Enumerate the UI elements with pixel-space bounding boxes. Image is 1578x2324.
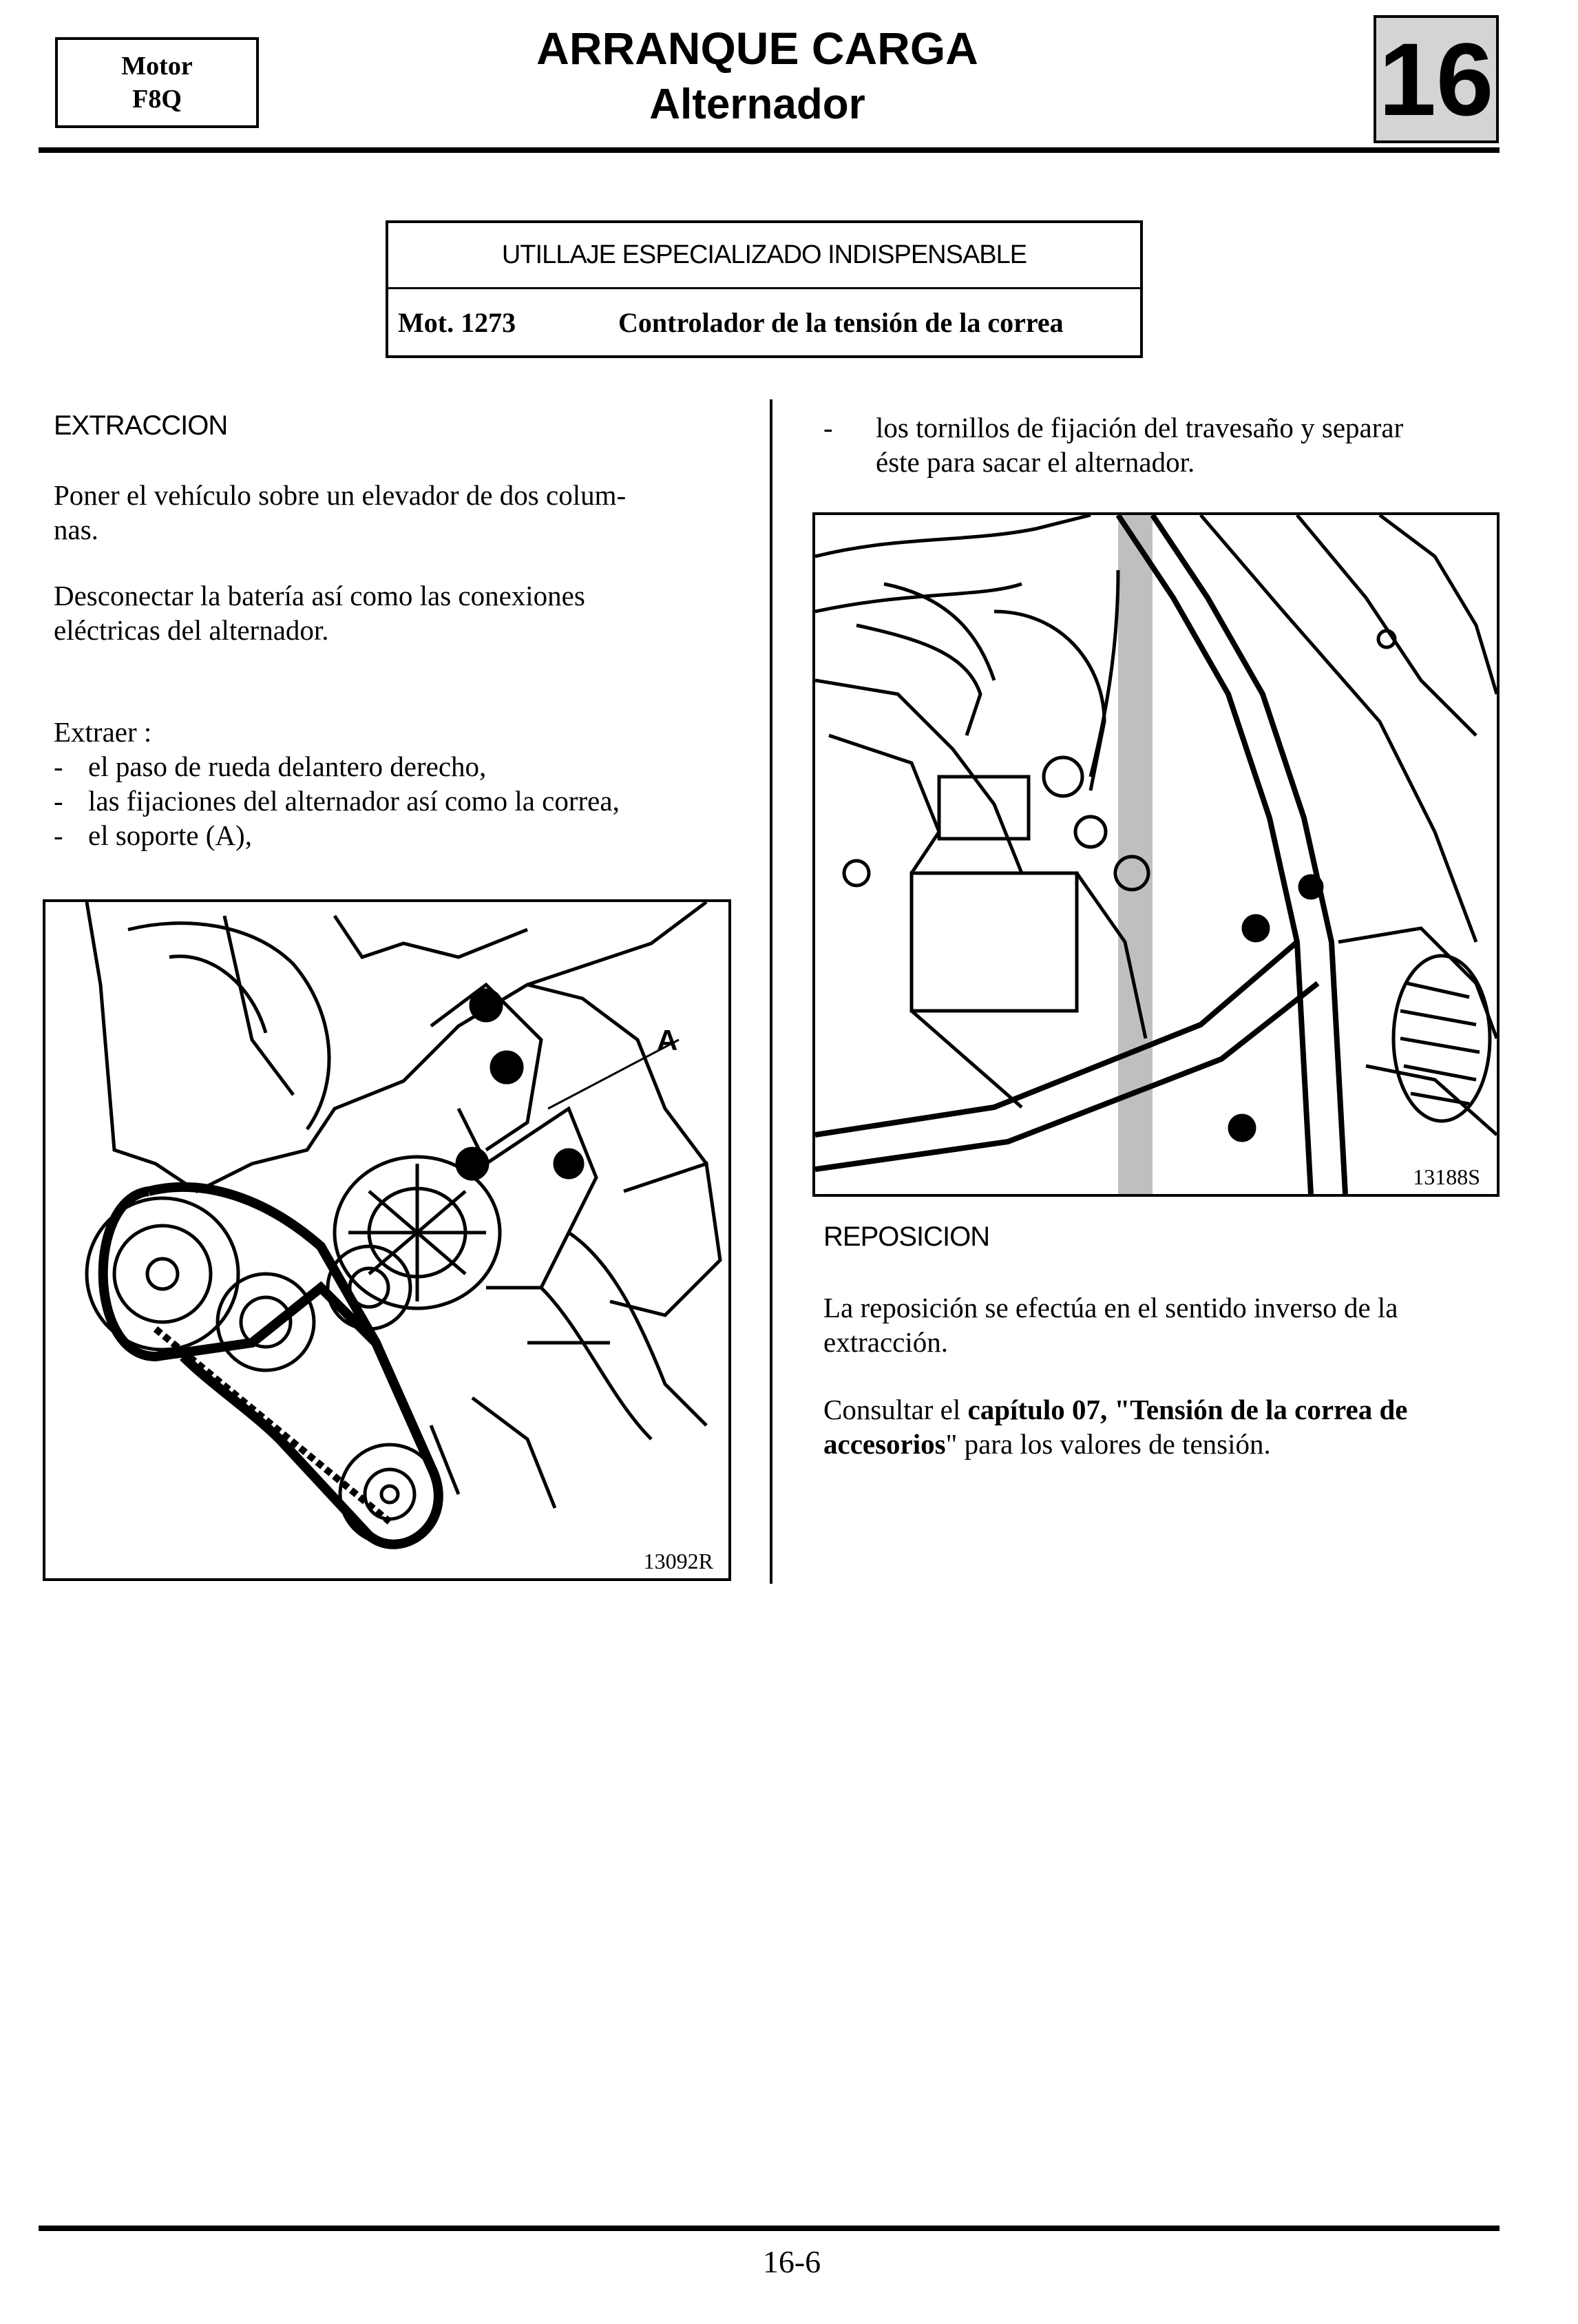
footer-divider bbox=[39, 2226, 1500, 2231]
chapter-number: 16 bbox=[1374, 15, 1499, 143]
paragraph-reinstall bbox=[823, 1290, 1498, 1359]
text-line: Desconectar la batería así como las conexiones bbox=[54, 580, 585, 611]
header-divider bbox=[39, 147, 1500, 153]
paragraph-tension-reference bbox=[823, 1392, 1498, 1461]
figure-alternator-belt bbox=[43, 899, 731, 1581]
tool-code: Mot. 1273 bbox=[398, 306, 516, 338]
text-line: La reposición se efectúa en el sentido inverso de la bbox=[823, 1292, 1398, 1323]
text-line: eléctricas del alternador. bbox=[54, 614, 329, 646]
tools-table-heading: UTILLAJE ESPECIALIZADO INDISPENSABLE bbox=[388, 223, 1140, 289]
tool-description: Controlador de la tensión de la correa bbox=[618, 306, 1064, 338]
page-subtitle: Alternador bbox=[649, 81, 865, 128]
special-tools-table bbox=[386, 220, 1143, 358]
engine-code: F8Q bbox=[132, 85, 182, 114]
list-item: - el soporte (A), bbox=[54, 819, 252, 851]
column-divider bbox=[770, 399, 772, 1584]
text-line: accesorios" para los valores de tensión. bbox=[823, 1428, 1271, 1460]
text-line: Consultar el capítulo 07, "Tensión de la correa de bbox=[823, 1394, 1408, 1425]
figure-crossmember bbox=[812, 512, 1500, 1197]
extract-list bbox=[54, 715, 756, 852]
list-item: - el paso de rueda delantero derecho, bbox=[54, 751, 487, 782]
list-item: - los tornillos de fijación del travesaño y separar bbox=[823, 412, 1404, 443]
page-number: 16-6 bbox=[762, 2244, 821, 2279]
callout-a: A bbox=[657, 1024, 678, 1056]
extract-intro: Extraer : bbox=[54, 716, 152, 748]
section-heading-reposicion: REPOSICION bbox=[823, 1222, 990, 1252]
engine-belt-illustration bbox=[45, 902, 728, 1578]
list-item-continuation: éste para sacar el alternador. bbox=[876, 446, 1195, 478]
text-line: Poner el vehículo sobre un elevador de dos colum- bbox=[54, 479, 627, 511]
section-heading-extraccion: EXTRACCION bbox=[54, 410, 228, 441]
text-line: extracción. bbox=[823, 1326, 948, 1358]
motor-label: Motor bbox=[121, 52, 193, 81]
chapter-reference: capítulo 07, "Tensión de la correa de bbox=[967, 1394, 1408, 1425]
figure-id-13188s: 13188S bbox=[1413, 1164, 1480, 1189]
paragraph-elevator bbox=[54, 478, 756, 547]
list-item: - las fijaciones del alternador así como la correa, bbox=[54, 785, 620, 817]
paragraph-battery bbox=[54, 578, 756, 647]
engine-bay-illustration bbox=[815, 515, 1497, 1194]
crossmember-bullet bbox=[823, 410, 1498, 479]
page-title: ARRANQUE CARGA bbox=[536, 23, 978, 74]
engine-box bbox=[55, 37, 259, 128]
tools-table-row bbox=[388, 289, 1140, 355]
figure-id-13092r: 13092R bbox=[643, 1549, 713, 1573]
text-line: nas. bbox=[54, 514, 98, 545]
